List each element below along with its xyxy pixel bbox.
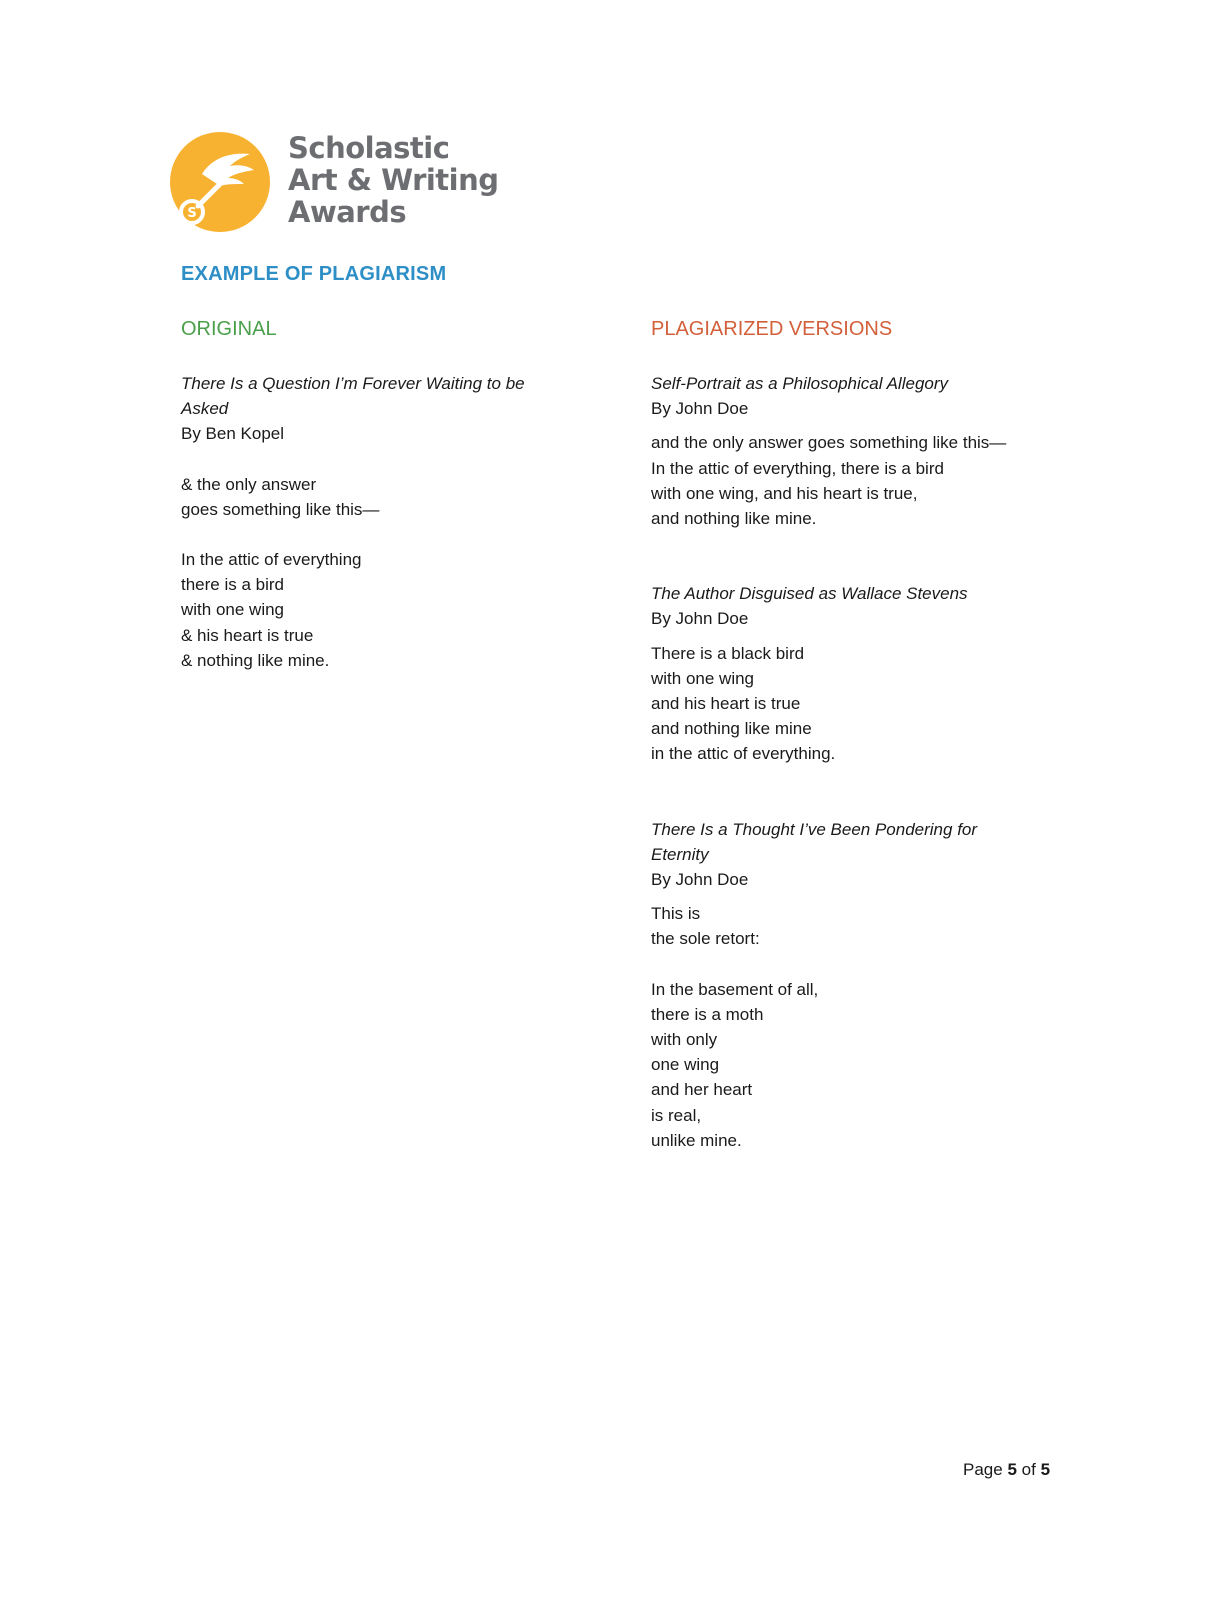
version-3-byline: By John Doe xyxy=(651,870,749,890)
page-word: Page xyxy=(963,1460,1003,1479)
poem-line: with one wing xyxy=(651,668,755,688)
version-2-byline: By John Doe xyxy=(651,609,749,629)
poem-line: In the attic of everything xyxy=(181,550,362,570)
poem-line: & the only answer xyxy=(181,474,317,494)
poem-line: and nothing like mine. xyxy=(651,509,817,529)
current-page: 5 xyxy=(1007,1460,1017,1479)
logo-line-1: Scholastic xyxy=(288,131,450,165)
poem-line: This is xyxy=(651,904,701,924)
svg-text:S: S xyxy=(187,206,197,221)
poem-line: one wing xyxy=(651,1055,720,1075)
poem-line: there is a moth xyxy=(651,1004,764,1024)
of-word: of xyxy=(1021,1460,1036,1479)
poem-line: is real, xyxy=(651,1105,702,1125)
poem-line: & nothing like mine. xyxy=(181,650,330,670)
poem-line: the sole retort: xyxy=(651,929,760,949)
version-2-title: The Author Disguised as Wallace Stevens xyxy=(651,584,968,604)
version-1-byline: By John Doe xyxy=(651,399,749,419)
poem-line: & his heart is true xyxy=(181,625,314,645)
poem-line: In the attic of everything, there is a bird xyxy=(651,458,944,478)
poem-line: unlike mine. xyxy=(651,1130,742,1150)
poem-line: in the attic of everything. xyxy=(651,744,836,764)
logo-wordmark xyxy=(288,132,499,228)
plagiarized-heading: PLAGIARIZED VERSIONS xyxy=(651,318,893,340)
poem-line: There is a black bird xyxy=(651,643,805,663)
poem-line: In the basement of all, xyxy=(651,979,819,999)
page-number xyxy=(963,1460,1050,1480)
poem-line: with one wing xyxy=(181,600,285,620)
version-1-title: Self-Portrait as a Philosophical Allegory xyxy=(651,374,949,393)
poem-line: there is a bird xyxy=(181,575,284,595)
poem-line: and nothing like mine xyxy=(651,719,812,739)
version-3-title-line-1: There Is a Thought I’ve Been Pondering for xyxy=(651,819,978,839)
original-title-line-2: Asked xyxy=(181,399,229,419)
poem-line: goes something like this— xyxy=(181,499,380,519)
poem-line: and the only answer goes something like this— xyxy=(651,433,1007,453)
original-byline: By Ben Kopel xyxy=(181,424,285,444)
scholastic-logo xyxy=(168,128,499,238)
plagiarized-versions xyxy=(651,371,1071,1153)
original-title-line-1: There Is a Question I’m Forever Waiting to be xyxy=(181,374,525,393)
original-poem xyxy=(181,371,581,673)
page-heading: EXAMPLE OF PLAGIARISM xyxy=(181,263,447,285)
logo-line-3: Awards xyxy=(288,195,407,229)
original-heading: ORIGINAL xyxy=(181,318,277,340)
version-3-title-line-2: Eternity xyxy=(651,844,709,864)
logo-key-wing-icon xyxy=(168,130,272,234)
logo-line-2: Art & Writing xyxy=(288,163,499,197)
total-pages: 5 xyxy=(1040,1460,1051,1479)
poem-line: with only xyxy=(651,1030,718,1050)
poem-line: with one wing, and his heart is true, xyxy=(651,483,918,503)
poem-line: and her heart xyxy=(651,1080,753,1100)
poem-line: and his heart is true xyxy=(651,694,801,714)
